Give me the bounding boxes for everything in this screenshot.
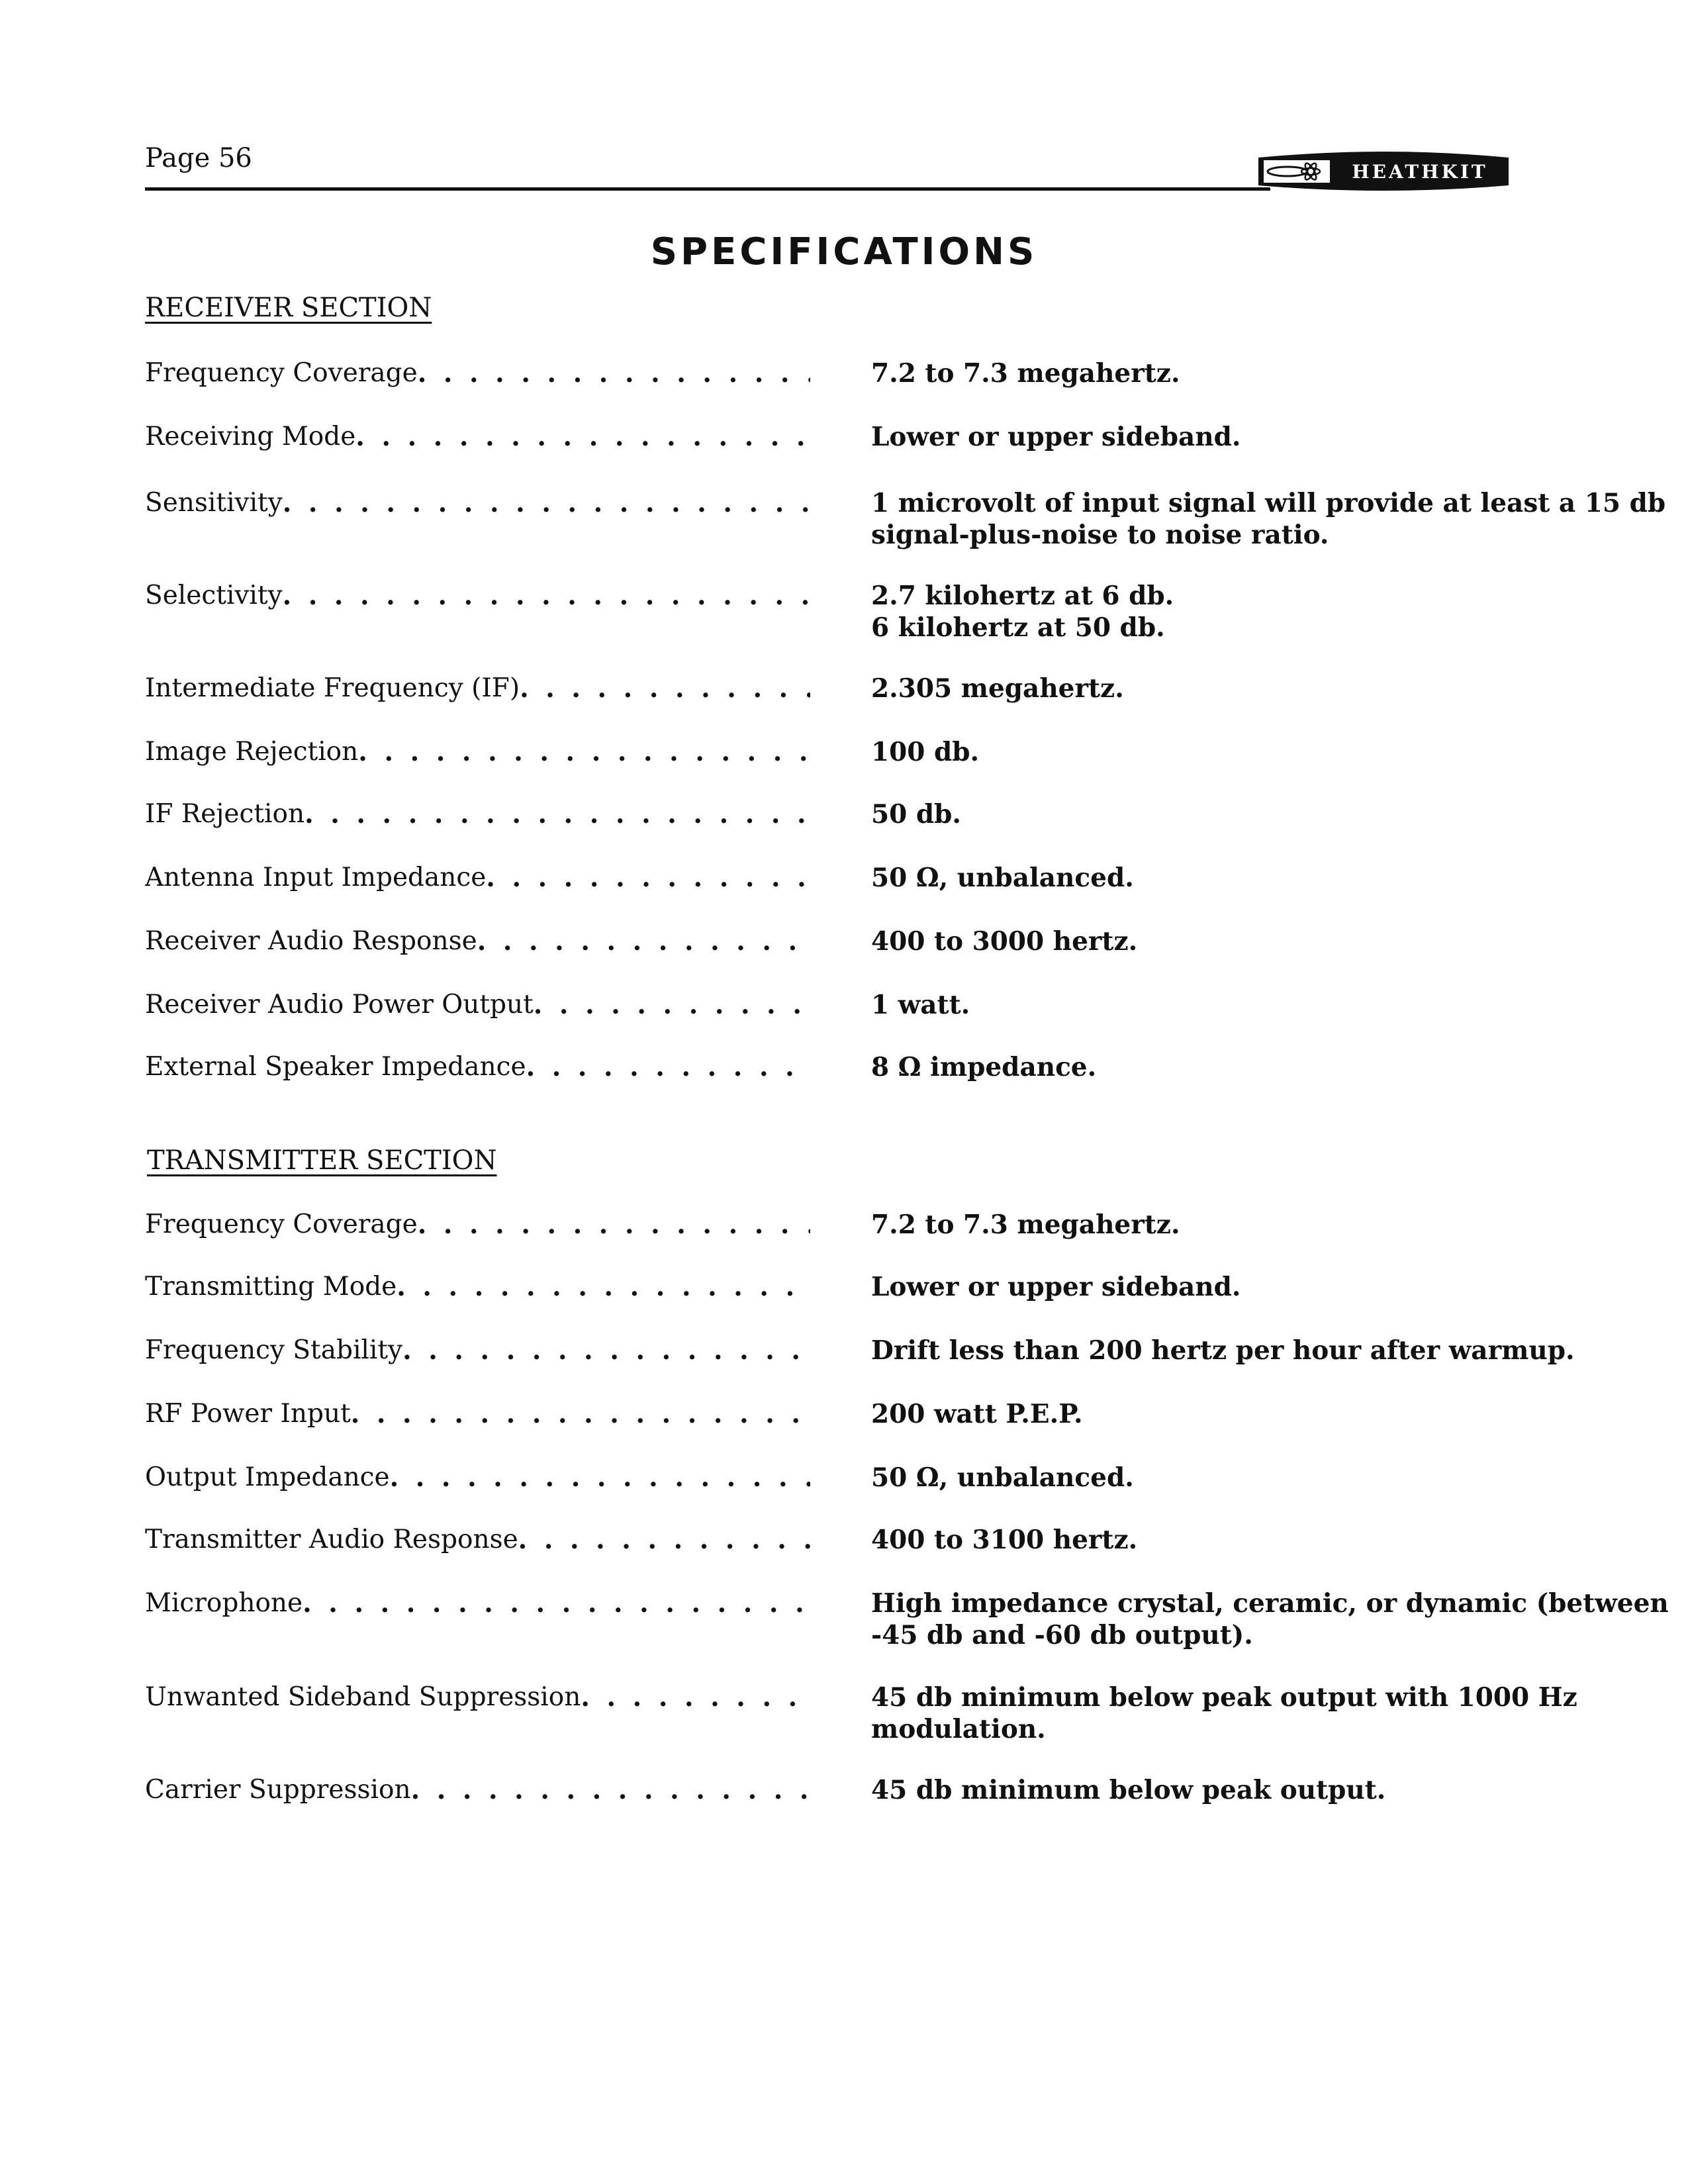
dot-leader	[411, 1774, 810, 1807]
spec-label: Receiver Audio Power Output	[145, 990, 534, 1020]
spec-value: 2.7 kilohertz at 6 db. 6 kilohertz at 50 db.	[871, 581, 1174, 643]
dot-leader	[358, 736, 810, 769]
dot-leader	[283, 487, 810, 520]
spec-label-wrap	[145, 1335, 810, 1367]
spec-label: Image Rejection	[145, 737, 359, 767]
spec-value: 1 microvolt of input signal will provide at least a 15 db signal-plus-noise to noise ratio.	[871, 488, 1666, 550]
spec-label-wrap	[145, 357, 810, 390]
spec-label: Unwanted Sideband Suppression	[145, 1682, 581, 1712]
spec-value: 50 db.	[871, 799, 961, 830]
spec-value: 50 Ω, unbalanced.	[871, 863, 1134, 893]
spec-value: 400 to 3000 hertz.	[871, 926, 1138, 957]
spec-label-wrap	[145, 1051, 810, 1084]
spec-label: Antenna Input Impedance	[145, 863, 487, 892]
spec-label: Frequency Stability	[145, 1335, 403, 1365]
dot-leader	[477, 926, 810, 958]
spec-value: 45 db minimum below peak output.	[871, 1775, 1386, 1805]
spec-label-wrap	[145, 862, 810, 894]
spec-value: 100 db.	[871, 737, 980, 767]
spec-label: Intermediate Frequency (IF)	[145, 673, 520, 703]
dot-leader	[534, 989, 810, 1021]
spec-label-wrap	[145, 487, 810, 520]
heathkit-logo	[1254, 148, 1513, 193]
dot-leader	[283, 580, 810, 612]
spec-label: Sensitivity	[145, 488, 283, 518]
dot-leader	[520, 673, 810, 705]
dot-leader	[303, 1588, 810, 1620]
spec-label-wrap	[145, 421, 810, 453]
spec-label: Microphone	[145, 1588, 303, 1618]
spec-label-wrap	[145, 1462, 810, 1494]
spec-label-wrap	[145, 673, 810, 705]
spec-label-wrap	[145, 580, 810, 612]
spec-label-wrap	[145, 1524, 810, 1556]
spec-value: 7.2 to 7.3 megahertz.	[871, 1210, 1180, 1240]
spec-label-wrap	[145, 736, 810, 769]
spec-value: Lower or upper sideband.	[871, 422, 1241, 452]
spec-label-wrap	[145, 1588, 810, 1620]
spec-label: Frequency Coverage	[145, 358, 418, 388]
spec-label-wrap	[145, 1682, 810, 1714]
spec-value: 7.2 to 7.3 megahertz.	[871, 358, 1180, 389]
spec-value: 400 to 3100 hertz.	[871, 1525, 1138, 1555]
page-title: SPECIFICATIONS	[650, 230, 1038, 273]
logo-text: HEATHKIT	[1352, 161, 1488, 183]
dot-leader	[355, 421, 810, 453]
spec-value: Lower or upper sideband.	[871, 1272, 1241, 1302]
spec-label: Transmitting Mode	[145, 1272, 397, 1302]
spec-value: 200 watt P.E.P.	[871, 1399, 1083, 1429]
spec-label-wrap	[145, 1209, 810, 1241]
receiver-section-heading: RECEIVER SECTION	[145, 293, 432, 323]
spec-label: Carrier Suppression	[145, 1775, 411, 1805]
spec-label: Receiver Audio Response	[145, 926, 477, 956]
spec-label-wrap	[145, 989, 810, 1021]
spec-value: 2.305 megahertz.	[871, 673, 1124, 704]
spec-value: High impedance crystal, ceramic, or dynamic (between -45 db and -60 db output).	[871, 1588, 1669, 1650]
spec-label: RF Power Input	[145, 1399, 351, 1429]
spec-value: Drift less than 200 hertz per hour after warmup.	[871, 1335, 1575, 1366]
dot-leader	[486, 862, 810, 894]
dot-leader	[390, 1462, 810, 1494]
spec-label: Selectivity	[145, 581, 283, 610]
spec-label-wrap	[145, 1271, 810, 1304]
dot-leader	[305, 798, 810, 831]
spec-label-wrap	[145, 1774, 810, 1807]
spec-value: 1 watt.	[871, 990, 970, 1020]
spec-label: Output Impedance	[145, 1462, 390, 1492]
dot-leader	[581, 1682, 810, 1714]
spec-value: 45 db minimum below peak output with 1000 Hz modulation.	[871, 1682, 1577, 1744]
spec-label-wrap	[145, 798, 810, 831]
spec-label: Frequency Coverage	[145, 1210, 418, 1239]
spec-label-wrap	[145, 926, 810, 958]
transmitter-section-heading: TRANSMITTER SECTION	[147, 1145, 497, 1176]
dot-leader	[351, 1398, 810, 1431]
spec-label-wrap	[145, 1398, 810, 1431]
dot-leader	[518, 1524, 810, 1556]
dot-leader	[402, 1335, 810, 1367]
spec-label: External Speaker Impedance	[145, 1052, 526, 1082]
spec-value: 50 Ω, unbalanced.	[871, 1462, 1134, 1493]
dot-leader	[526, 1051, 810, 1084]
dot-leader	[397, 1271, 810, 1304]
spec-label: Transmitter Audio Response	[145, 1525, 518, 1554]
spec-label: IF Rejection	[145, 799, 305, 829]
page-number: Page 56	[145, 143, 252, 173]
spec-label: Receiving Mode	[145, 422, 356, 451]
header-rule	[145, 187, 1270, 191]
spec-value: 8 Ω impedance.	[871, 1052, 1097, 1082]
dot-leader	[418, 357, 810, 390]
dot-leader	[418, 1209, 810, 1241]
